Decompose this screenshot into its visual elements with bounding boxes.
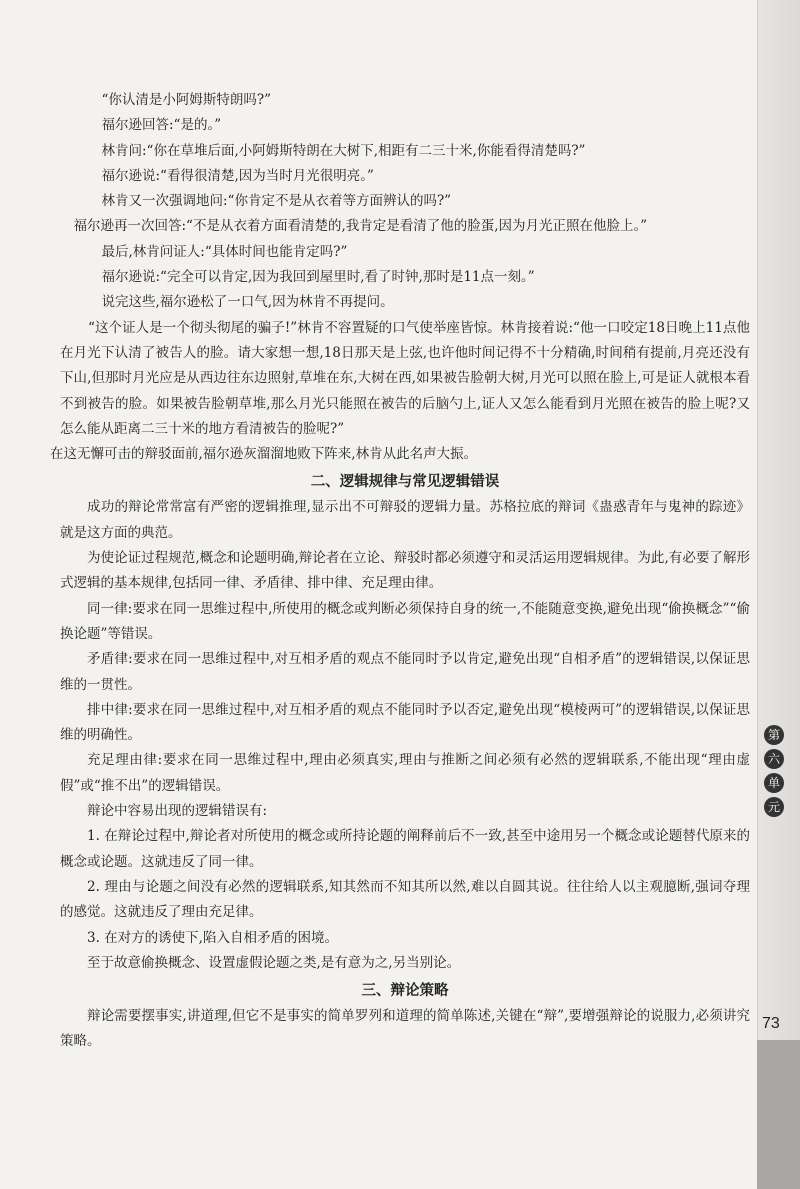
- paragraph: 说完这些,福尔逊松了一口气,因为林肯不再提问。: [101, 294, 394, 311]
- paragraph: 福尔逊说:“看得很清楚,因为当时月光很明亮。”: [101, 167, 374, 184]
- unit-tab-char: 六: [764, 749, 784, 769]
- paragraph: 福尔逊说:“完全可以肯定,因为我回到屋里时,看了时钟,那时是11点一刻。”: [101, 269, 535, 286]
- paragraph: 同一律:要求在同一思维过程中,所使用的概念或判断必须保持自身的统一,不能随意变换,避免出现“偷换概念”“偷换论题”等错误。: [60, 600, 750, 642]
- paragraph: 矛盾律:要求在同一思维过程中,对互相矛盾的观点不能同时予以肯定,避免出现“自相矛盾”的逻辑错误,以保证思维的一贯性。: [60, 651, 750, 693]
- page-edge-shadow: [757, 1040, 800, 1189]
- paragraph: 成功的辩论常常富有严密的逻辑推理,显示出不可辩驳的逻辑力量。苏格拉底的辩词《蛊惑青年与鬼神的踪迹》就是这方面的典范。: [60, 499, 750, 541]
- paragraph: “你认清是小阿姆斯特朗吗?”: [101, 92, 272, 108]
- unit-tab-char: 元: [764, 797, 784, 817]
- paragraph: 辩论中容易出现的逻辑错误有:: [87, 803, 268, 820]
- main-text: [50, 88, 750, 1055]
- section-heading: 二、逻辑规律与常见逻辑错误: [310, 474, 500, 491]
- paragraph: 福尔逊再一次回答:“不是从衣着方面看清楚的,我肯定是看清了他的脸蛋,因为月光正照在他脸上。”: [73, 218, 648, 235]
- paragraph: “这个证人是一个彻头彻尾的骗子!”林肯不容置疑的口气使举座皆惊。林肯接着说:“他一口咬定18日晚上11点他在月光下认清了被告人的脸。请大家想一想,18日那天是上弦,也许他时间记得不十分精确,时间稍有提前,月亮还没有下山,但那时月光应是从西边往东边照射,草堆在东,大树在西,如果被告脸朝大树,月光可以照在脸上,可是证人就根本看不到被告的脸。如果被告脸朝草堆,那么月光只能照在被告的后脑勺上,证人又怎么能看到月光照在被告的脸上呢?又怎么能从距离二三十米的地方看清被告的脸呢?”: [60, 319, 750, 437]
- section-heading: 三、辩论策略: [361, 983, 449, 1000]
- list-item: 2. 理由与论题之间没有必然的逻辑联系,知其然而不知其所以然,难以自圆其说。往往给人以主观臆断,强词夺理的感觉。这就违反了理由充足律。: [60, 878, 750, 921]
- paragraph: 充足理由律:要求在同一思维过程中,理由必须真实,理由与推断之间必须有必然的逻辑联系,不能出现“理由虚假”或“推不出”的逻辑错误。: [60, 752, 750, 794]
- paragraph: 为使论证过程规范,概念和论题明确,辩论者在立论、辩驳时都必须遵守和灵活运用逻辑规律。为此,有必要了解形式逻辑的基本规律,包括同一律、矛盾律、排中律、充足理由律。: [60, 550, 750, 592]
- list-item: 1. 在辩论过程中,辩论者对所使用的概念或所持论题的阐释前后不一致,甚至中途用另一个概念或论题替代原来的概念或论题。这就违反了同一律。: [60, 828, 750, 870]
- list-item: 3. 在对方的诱使下,陷入自相矛盾的困境。: [87, 929, 338, 946]
- paragraph: 辩论需要摆事实,讲道理,但它不是事实的简单罗列和道理的简单陈述,关键在“辩”,要增强辩论的说服力,必须讲究策略。: [60, 1008, 750, 1050]
- paragraph: 福尔逊回答:“是的。”: [101, 117, 222, 134]
- unit-tab: [762, 725, 786, 817]
- paragraph: 排中律:要求在同一思维过程中,对互相矛盾的观点不能同时予以否定,避免出现“模棱两可”的逻辑错误,以保证思维的明确性。: [60, 701, 750, 744]
- paragraph: 最后,林肯问证人:“具体时间也能肯定吗?”: [101, 243, 348, 260]
- paragraph: 至于故意偷换概念、设置虚假论题之类,是有意为之,另当别论。: [87, 954, 461, 971]
- closing-line: 在这无懈可击的辩驳面前,福尔逊灰溜溜地败下阵来,林肯从此名声大振。: [50, 446, 478, 463]
- unit-tab-char: 单: [764, 773, 784, 793]
- page-number: 73: [762, 1015, 780, 1032]
- page-edge-strip: [757, 0, 800, 1189]
- paragraph: 林肯问:“你在草堆后面,小阿姆斯特朗在大树下,相距有二三十米,你能看得清楚吗?”: [101, 142, 586, 159]
- unit-tab-char: 第: [764, 725, 784, 745]
- paragraph: 林肯又一次强调地问:“你肯定不是从衣着等方面辨认的吗?”: [101, 193, 452, 210]
